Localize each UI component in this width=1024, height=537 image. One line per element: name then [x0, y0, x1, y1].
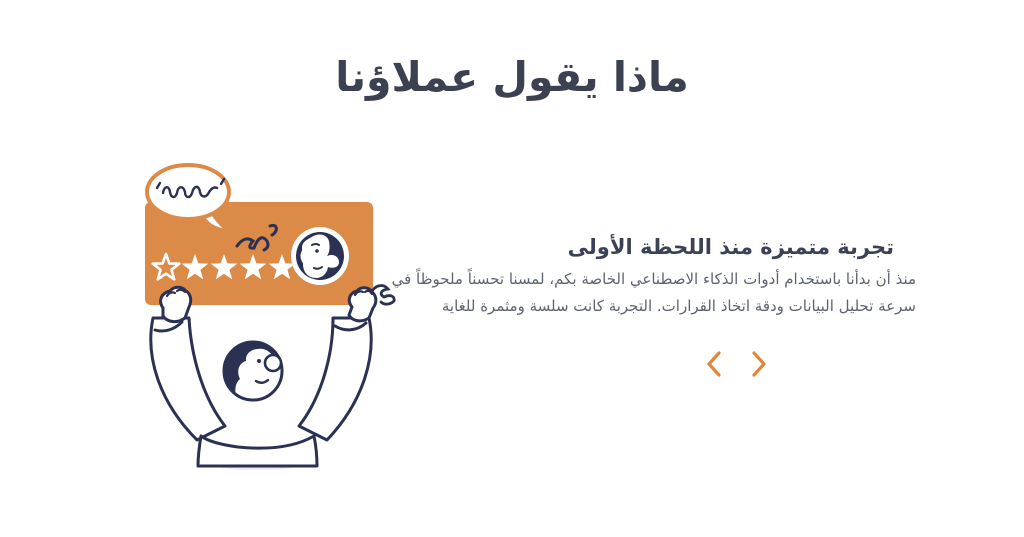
review-illustration	[105, 150, 435, 530]
testimonial-quote	[392, 266, 916, 320]
carousel-next-button[interactable]	[743, 348, 773, 380]
person-torso	[198, 436, 317, 466]
testimonial-illustration	[105, 150, 435, 530]
carousel-navigation	[700, 348, 773, 380]
testimonial-heading: تجربة متميزة منذ اللحظة الأولى	[567, 235, 894, 259]
chevron-left-icon	[702, 348, 728, 380]
person-head	[222, 340, 283, 400]
quote-line-1: منذ أن بدأنا باستخدام أدوات الذكاء الاصطناعي الخاصة بكم، لمسنا تحسناً ملحوظاً في	[391, 270, 916, 288]
person-nose	[265, 355, 281, 371]
reviewer-avatar	[291, 227, 349, 285]
section-title: ماذا يقول عملاؤنا	[335, 53, 689, 101]
quote-line-2: سرعة تحليل البيانات ودقة اتخاذ القرارات. التجربة كانت سلسة ومثمرة للغاية	[441, 297, 916, 315]
chevron-right-icon	[745, 348, 771, 380]
carousel-prev-button[interactable]	[700, 348, 730, 380]
